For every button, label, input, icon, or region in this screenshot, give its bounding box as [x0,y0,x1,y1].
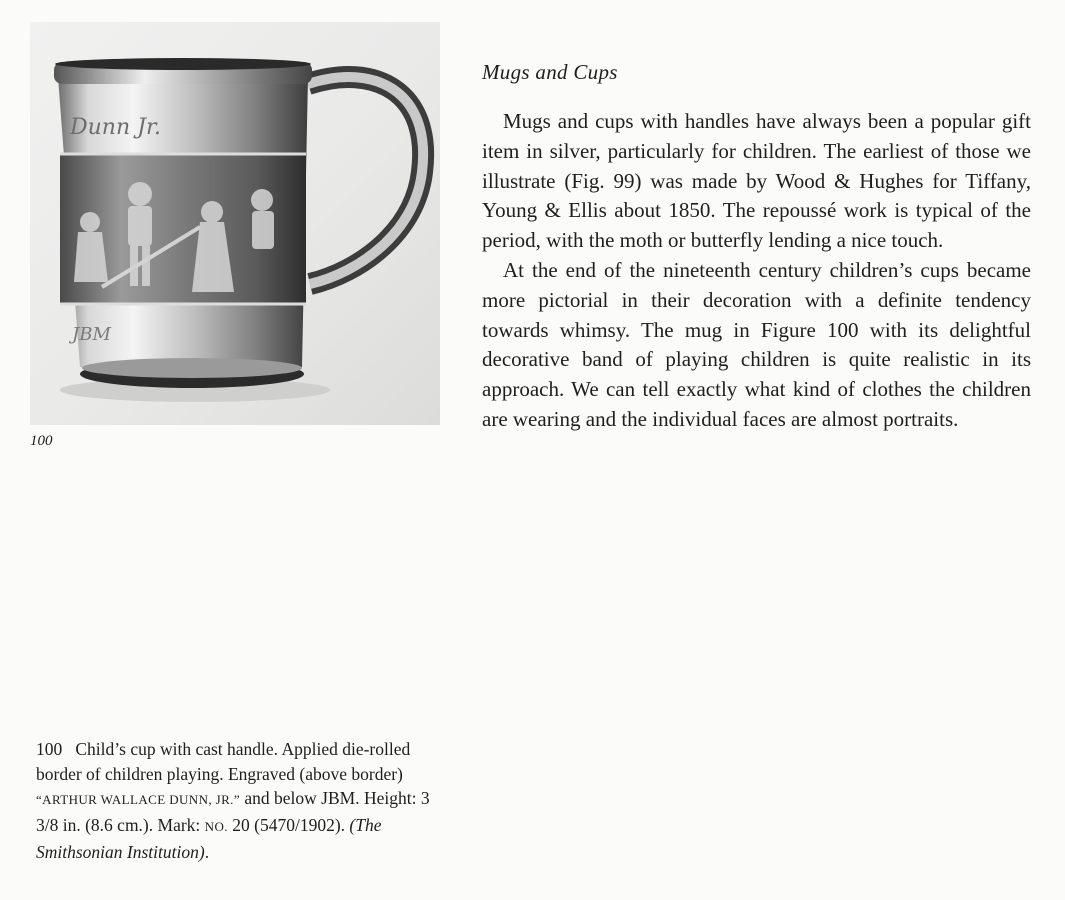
caption-engraved-name: “ARTHUR WALLACE DUNN, JR.” [36,792,241,808]
caption-number: 100 [36,739,63,759]
figure-number: 100 [30,433,53,449]
body-text [482,107,1031,435]
caption-text: Child’s cup with cast handle. Applied die-rolled border of children playing. Engraved (above border) [36,739,411,784]
engraving-top: Dunn Jr. [70,115,162,140]
silver-cup-illustration [30,22,440,425]
caption-text: and below JBM. Height: 3 3/8 in. (8.6 cm.). Mark: [36,788,430,836]
paragraph: Mugs and cups with handles have always been a popular gift item in silver, particularly for children. The earliest of those we illustrate (Fig. 99) was made by Wood & Hughes for Tiffany, Young & Ellis about 1850. The repoussé work is typical of the period, with the moth or butterfly lending a nice touch. [482,109,1031,253]
section-heading: Mugs and Cups [482,60,618,84]
engraving-bottom: JBM [72,324,111,345]
caption-text: 20 (5470/1902). [227,815,350,836]
caption-end: . [204,841,210,862]
figure-photo [30,22,440,425]
caption-mark-label: NO. [204,819,228,835]
paragraph: At the end of the nineteenth century children’s cups became more pictorial in their decoration with a definite tendency towards whimsy. The mug in Figure 100 with its delightful decorative band of playing children is quite realistic in its approach. We can tell exactly what kind of clothes the children are wearing and the individual faces are almost portraits. [482,257,1031,431]
figure-caption [36,737,448,865]
caption-credit: (The Smithsonian Institution) [36,815,382,862]
